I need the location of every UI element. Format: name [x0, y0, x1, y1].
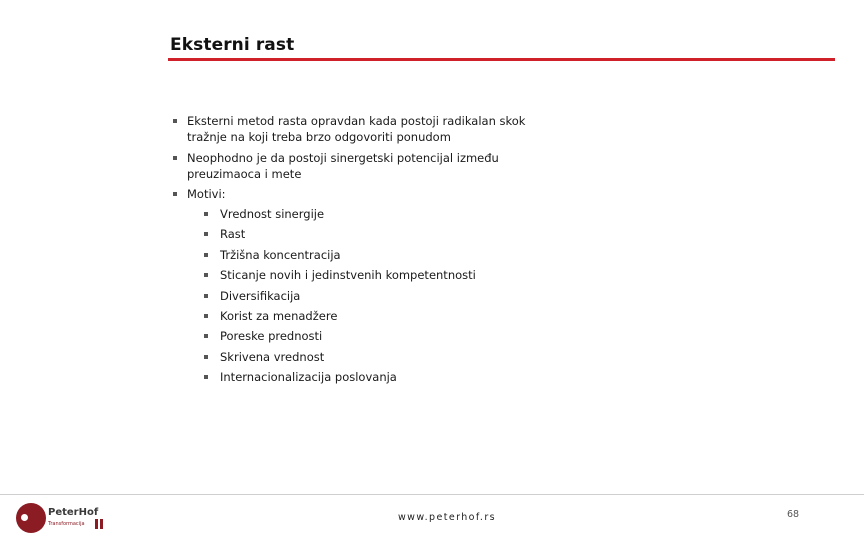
motive-text: Sticanje novih i jedinstvenih kompetentnosti: [220, 268, 476, 283]
bullet-text: Motivi:: [187, 187, 226, 201]
bullet-marker: [173, 119, 177, 123]
bullet-marker: [204, 273, 208, 277]
motive-text: Internacionalizacija poslovanja: [220, 370, 397, 385]
motive-text: Korist za menadžere: [220, 308, 338, 323]
title-underline: [168, 58, 835, 61]
bullet-marker: [204, 334, 208, 338]
bullet-marker: [204, 375, 208, 379]
logo-bar-icon: [100, 519, 103, 529]
page-number: 68: [787, 509, 800, 520]
bullet-marker: [173, 192, 177, 196]
motive-text: Diversifikacija: [220, 288, 301, 303]
slide-title: Eksterni rast: [170, 35, 295, 55]
footer-url: www.peterhof.rs: [398, 512, 497, 523]
motive-item: [204, 267, 552, 283]
bullet-item: [172, 113, 552, 145]
motive-text: Tržišna koncentracija: [220, 247, 341, 262]
logo-circle-icon: [16, 503, 46, 533]
bullet-marker: [204, 355, 208, 359]
slide-content: [172, 113, 552, 390]
footer-divider: [0, 494, 864, 495]
peterhof-logo: [16, 503, 126, 533]
motive-item: [204, 206, 552, 222]
bullet-list: [172, 113, 552, 385]
bullet-marker: [204, 232, 208, 236]
bullet-marker: [204, 212, 208, 216]
logo-name: PeterHof: [48, 507, 99, 518]
logo-tagline: Transformacija: [48, 521, 85, 527]
motive-item: [204, 226, 552, 242]
logo-bar-icon: [95, 519, 98, 529]
motives-list: [204, 206, 552, 385]
motive-text: Rast: [220, 227, 246, 242]
motive-item: [204, 369, 552, 385]
bullet-text: Eksterni metod rasta opravdan kada postoji radikalan skok tražnje na koji treba brzo odgovoriti ponudom: [187, 114, 526, 144]
motive-text: Skrivena vrednost: [220, 349, 325, 364]
motive-item: [204, 308, 552, 324]
bullet-item-motives: [172, 186, 552, 385]
bullet-marker: [204, 294, 208, 298]
bullet-marker: [204, 314, 208, 318]
bullet-text: Neophodno je da postoji sinergetski potencijal između preuzimaoca i mete: [187, 150, 499, 181]
bullet-item: [172, 150, 552, 182]
motive-item: [204, 349, 552, 365]
bullet-marker: [173, 156, 177, 160]
motive-text: Poreske prednosti: [220, 329, 323, 344]
motive-item: [204, 328, 552, 344]
motive-item: [204, 288, 552, 304]
motive-text: Vrednost sinergije: [220, 207, 325, 221]
motive-item: [204, 247, 552, 263]
bullet-marker: [204, 253, 208, 257]
